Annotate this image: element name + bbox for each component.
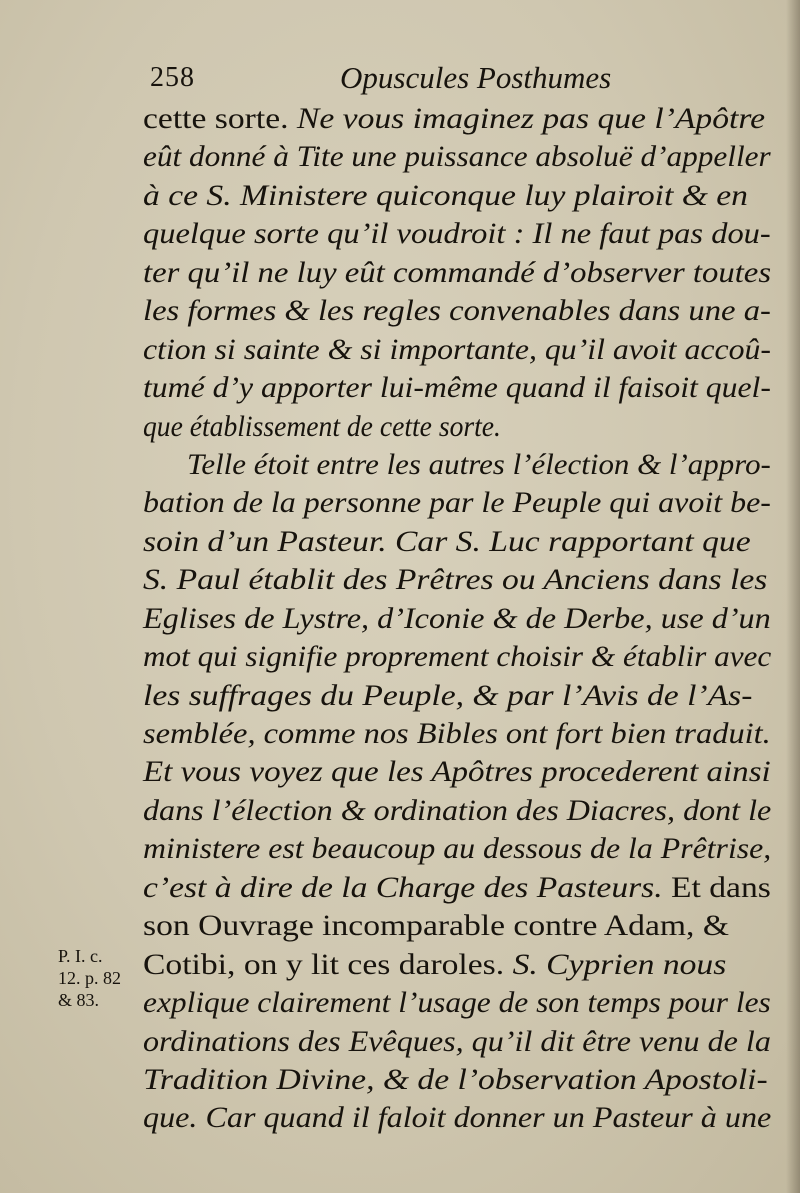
text-line	[143, 1023, 773, 1061]
text-line-tail: S. Cyprien nous	[504, 947, 727, 981]
text-line-main: que établissement de cette sorte.	[143, 409, 501, 443]
text-line-main: S. Paul établit des Prêtres ou Anciens dans les	[143, 563, 768, 597]
text-line	[143, 1061, 773, 1099]
text-line-main: eût donné à Tite une puissance absoluë d’appeller	[143, 140, 771, 174]
text-line	[143, 177, 773, 215]
text-line	[143, 100, 773, 138]
text-line-inner	[143, 907, 729, 945]
text-line-inner	[143, 254, 771, 292]
text-line-main: à ce S. Ministere quiconque luy plairoit & en	[143, 178, 748, 212]
text-line-inner	[143, 753, 771, 791]
text-line-inner	[143, 1099, 771, 1137]
text-line	[143, 984, 773, 1022]
text-line	[143, 1099, 773, 1137]
page-number: 258	[150, 62, 195, 93]
text-line-inner	[143, 984, 771, 1022]
text-line	[143, 561, 773, 599]
text-line	[143, 792, 773, 830]
body-text	[143, 100, 773, 1138]
text-line	[143, 484, 773, 522]
text-line	[143, 753, 773, 791]
text-line-inner	[143, 1023, 771, 1061]
text-line	[143, 292, 773, 330]
margin-note	[58, 945, 144, 1011]
text-line-main: Telle étoit entre les autres l’élection & l’appro-	[187, 447, 771, 481]
text-line	[143, 446, 773, 484]
margin-note-line: & 83.	[58, 990, 100, 1010]
text-line-inner	[143, 792, 771, 830]
text-line-main: Tradition Divine, & de l’observation Apostoli-	[143, 1062, 768, 1096]
text-line	[143, 869, 773, 907]
text-line-inner	[143, 638, 771, 676]
text-line-inner	[143, 830, 771, 868]
running-title: Opuscules Posthumes	[340, 60, 612, 95]
text-line-main: Cotibi, on y lit ces daroles.	[143, 947, 505, 981]
text-line-main: cette sorte.	[143, 102, 289, 135]
text-line-main: les formes & les regles convenables dans une a-	[143, 294, 771, 328]
text-line	[143, 715, 773, 753]
text-line-inner	[143, 523, 751, 561]
text-line	[143, 638, 773, 676]
text-line-inner	[143, 677, 752, 715]
text-line-inner	[143, 292, 771, 330]
text-line-inner	[143, 408, 501, 446]
page-header	[150, 58, 770, 102]
text-line-main: quelque sorte qu’il voudroit : Il ne faut pas dou-	[143, 217, 771, 251]
text-line-main: dans l’élection & ordination des Diacres, dont le	[143, 793, 772, 827]
text-line-main: les suffrages du Peuple, & par l’Avis de l’As-	[143, 678, 753, 712]
text-line-tail: Ne vous imaginez pas que l’Apôtre	[288, 102, 766, 135]
text-line-main: son Ouvrage incomparable contre Adam, &	[143, 909, 729, 943]
text-line-inner	[143, 715, 771, 753]
text-line-inner	[143, 869, 771, 907]
text-line-inner	[143, 215, 771, 253]
text-line-inner	[143, 100, 765, 138]
text-line-main: explique clairement l’usage de son temps pour les	[143, 986, 771, 1020]
text-line	[143, 408, 773, 446]
text-line-main: mot qui signifie proprement choisir & établir avec	[143, 640, 772, 674]
page-edge-shadow	[786, 0, 800, 1193]
text-line-inner	[143, 1061, 768, 1099]
text-line-main: c’est à dire de la Charge des Pasteurs.	[143, 870, 663, 904]
text-line	[143, 215, 773, 253]
margin-note-line: P. I. c.	[58, 946, 103, 966]
text-line	[143, 138, 773, 176]
text-line-main: ction si sainte & si importante, qu’il avoit accoû-	[143, 332, 771, 366]
text-line-inner	[143, 484, 771, 522]
text-line-main: que. Car quand il faloit donner un Pasteur à une	[143, 1101, 772, 1135]
text-line-inner	[143, 331, 771, 369]
text-line-main: ordinations des Evêques, qu’il dit être venu de la	[143, 1024, 771, 1058]
text-line-inner	[143, 138, 771, 176]
text-line-main: Et vous voyez que les Apôtres procederent ainsi	[143, 755, 771, 789]
text-line-inner	[143, 561, 767, 599]
text-line-main: ministere est beaucoup au dessous de la Prêtrise,	[143, 832, 772, 866]
text-line-tail: Et dans	[662, 870, 771, 904]
text-line-inner	[143, 946, 726, 984]
text-line-main: ter qu’il ne luy eût commandé d’observer toutes	[143, 255, 772, 289]
text-line	[143, 677, 773, 715]
text-line	[143, 830, 773, 868]
text-line	[143, 369, 773, 407]
text-line	[143, 907, 773, 945]
text-line	[143, 331, 773, 369]
text-line-inner	[143, 369, 771, 407]
text-line-main: Eglises de Lystre, d’Iconie & de Derbe, use d’un	[143, 601, 771, 635]
text-line	[143, 254, 773, 292]
margin-note-line: 12. p. 82	[58, 968, 121, 988]
text-line	[143, 523, 773, 561]
text-line-main: bation de la personne par le Peuple qui avoit be-	[143, 486, 771, 520]
text-line	[143, 600, 773, 638]
text-line-main: soin d’un Pasteur. Car S. Luc rapportant que	[143, 524, 751, 558]
text-line-main: tumé d’y apporter lui-même quand il faisoit quel-	[143, 371, 771, 405]
text-line-inner	[143, 177, 748, 215]
text-line-inner	[187, 446, 771, 484]
text-line-main: semblée, comme nos Bibles ont fort bien traduit.	[143, 717, 771, 750]
text-line-inner	[143, 600, 771, 638]
text-line	[143, 946, 773, 984]
